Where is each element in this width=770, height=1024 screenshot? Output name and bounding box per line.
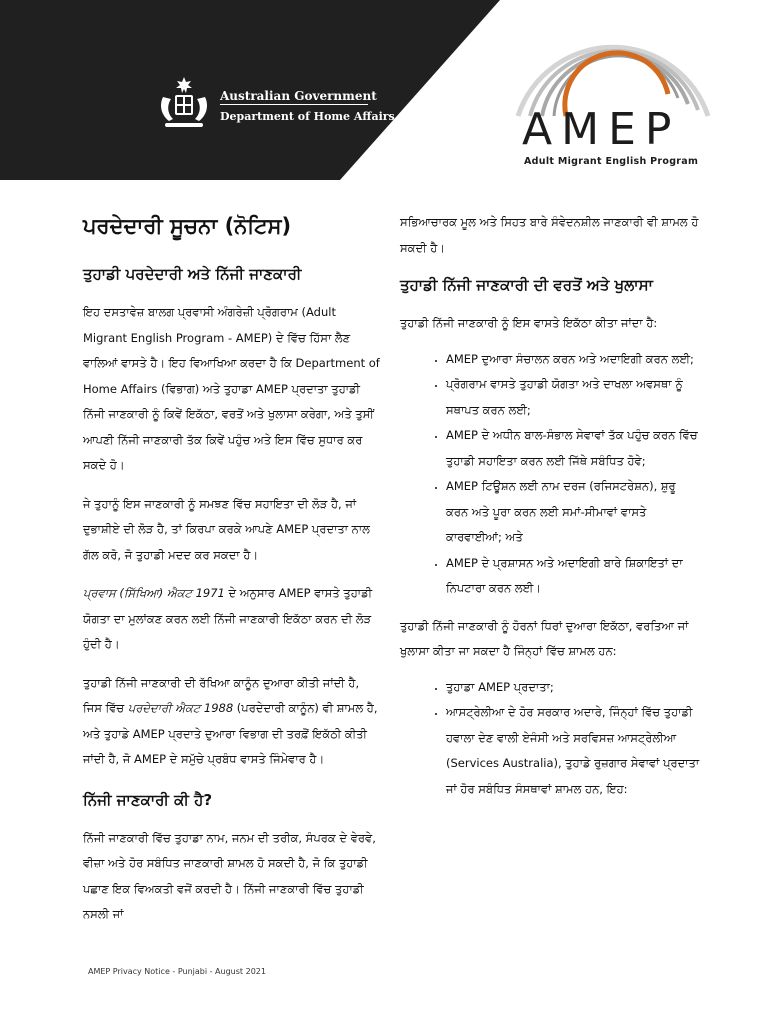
section-heading-use-disclosure: ਤੁਹਾਡੀ ਨਿੱਜੀ ਜਾਣਕਾਰੀ ਦੀ ਵਰਤੋਂ ਅਤੇ ਖੁਲਾਸਾ — [400, 276, 653, 294]
list-item: • AMEP ਦੇ ਅਧੀਨ ਬਾਲ-ਸੰਭਾਲ ਸੇਵਾਵਾਂ ਤੱਕ ਪਹੁੰਚ ਕਰਨ ਵਿੱਚ ਤੁਹਾਡੀ ਸਹਾਇਤਾ ਕਰਨ ਲਈ ਜਿੱਥੇ ਸਬੰਧਿਤ ਹੋਵੇ; — [446, 423, 700, 474]
amep-program-name: Adult Migrant English Program — [524, 156, 699, 167]
department-name: Department of Home Affairs — [220, 110, 395, 123]
law-paragraph-start: ਤੁਹਾਡੀ ਨਿੱਜੀ ਜਾਣਕਾਰੀ ਦੀ ਰੱਖਿਆ ਕਾਨੂੰਨ ਦੁਆਰਾ ਕੀਤੀ ਜਾਂਦੀ ਹੈ, ਜਿਸ ਵਿੱਚ — [83, 675, 360, 715]
right-column — [400, 210, 700, 814]
law-paragraph-end: (ਪਰਦੇਦਾਰੀ ਕਾਨੂੰਨ) ਵੀ ਸ਼ਾਮਲ ਹੈ, ਅਤੇ ਤੁਹਾਡੇ AMEP ਪ੍ਰਦਾਤੇ ਦੁਆਰਾ ਵਿਭਾਗ ਦੀ ਤਰਫ਼ੋਂ ਇਕੱਠੀ ਕੀਤੀ ਜਾਂਦੀ ਹੈ, ਜੋ AMEP ਦੇ ਸਮੁੱਚੇ ਪ੍ਰਬੰਧ ਵਾਸਤੇ ਜਿੰਮੇਵਾਰ ਹੈ। — [83, 701, 378, 766]
government-name: Australian Government — [220, 89, 377, 103]
help-paragraph: ਜੇ ਤੁਹਾਨੂੰ ਇਸ ਜਾਣਕਾਰੀ ਨੂੰ ਸਮਝਣ ਵਿੱਚ ਸਹਾਇਤਾ ਦੀ ਲੋੜ ਹੈ, ਜਾਂ ਦੁਭਾਸ਼ੀਏ ਦੀ ਲੋੜ ਹੈ, ਤਾਂ ਕਿਰਪਾ ਕਰਕੇ ਆਪਣੇ AMEP ਪ੍ਰਦਾਤਾ ਨਾਲ ਗੱਲ ਕਰੋ, ਜੋ ਤੁਹਾਡੀ ਮਦਦ ਕਰ ਸਕਦਾ ਹੈ। — [83, 496, 370, 562]
list-item: • AMEP ਦੇ ਪ੍ਰਸ਼ਾਸਨ ਅਤੇ ਅਦਾਇਗੀ ਬਾਰੇ ਸ਼ਿਕਾਇਤਾਂ ਦਾ ਨਿਪਟਾਰਾ ਕਰਨ ਲਈ। — [446, 551, 700, 602]
list-item: • ਆਸਟ੍ਰੇਲੀਆ ਦੇ ਹੋਰ ਸਰਕਾਰ ਅਦਾਰੇ, ਜਿੰਨ੍ਹਾਂ ਵਿੱਚ ਤੁਹਾਡੀ ਹਵਾਲਾ ਦੇਣ ਵਾਲੀ ਏਜੰਸੀ ਅਤੇ ਸਰਵਿਸਜ਼ ਆਸਟ੍ਰੇਲੀਆ (Services Australia), ਤੁਹਾਡੇ ਰੁਜ਼ਗਾਰ ਸੇਵਾਵਾਂ ਪ੍ਰਦਾਤਾ ਜਾਂ ਹੋਰ ਸਬੰਧਿਤ ਸੰਸਥਾਵਾਂ ਸ਼ਾਮਲ ਹਨ, ਇਹ: — [446, 700, 700, 802]
page-title: ਪਰਦੇਦਾਰੀ ਸੂਚਨਾ (ਨੋਟਿਸ) — [83, 214, 292, 238]
page-footer: AMEP Privacy Notice - Punjabi - August 2021 — [88, 967, 266, 976]
left-column — [83, 210, 381, 941]
section-heading-privacy: ਤੁਹਾਡੀ ਪਰਦੇਦਾਰੀ ਅਤੇ ਨਿੱਜੀ ਜਾਣਕਾਰੀ — [83, 265, 302, 283]
header-divider — [220, 104, 368, 105]
purpose-list — [400, 347, 700, 602]
privacy-act-title: ਪਰਦੇਦਾਰੀ ਐਕਟ 1988 — [127, 701, 234, 715]
collection-purpose-paragraph: ਤੁਹਾਡੀ ਨਿੱਜੀ ਜਾਣਕਾਰੀ ਨੂੰ ਇਸ ਵਾਸਤੇ ਇਕੱਠਾ ਕੀਤਾ ਜਾਂਦਾ ਹੈ: — [400, 316, 658, 330]
other-parties-list — [400, 675, 700, 803]
sensitive-info-paragraph: ਸਭਿਆਚਾਰਕ ਮੂਲ ਅਤੇ ਸਿਹਤ ਬਾਰੇ ਸੰਵੇਦਨਸ਼ੀਲ ਜਾਣਕਾਰੀ ਵੀ ਸ਼ਾਮਲ ਹੋ ਸਕਦੀ ਹੈ। — [400, 215, 699, 255]
act-paragraph-text: ਦੇ ਅਨੁਸਾਰ AMEP ਵਾਸਤੇ ਤੁਹਾਡੀ ਯੋਗਤਾ ਦਾ ਮੁਲਾਂਕਣ ਕਰਨ ਲਈ ਨਿੱਜੀ ਜਾਣਕਾਰੀ ਇਕੱਠਾ ਕਰਨ ਦੀ ਲੋੜ ਹੁੰਦੀ ਹੈ। — [83, 586, 373, 651]
personal-info-paragraph: ਨਿੱਜੀ ਜਾਣਕਾਰੀ ਵਿੱਚ ਤੁਹਾਡਾ ਨਾਮ, ਜਨਮ ਦੀ ਤਰੀਕ, ਸੰਪਰਕ ਦੇ ਵੇਰਵੇ, ਵੀਜ਼ਾ ਅਤੇ ਹੋਰ ਸਬੰਧਿਤ ਜਾਣਕਾਰੀ ਸ਼ਾਮਲ ਹੋ ਸਕਦੀ ਹੈ, ਜੋ ਕਿ ਤੁਹਾਡੀ ਪਛਾਣ ਇਕ ਵਿਅਕਤੀ ਵਜੋਂ ਕਰਦੀ ਹੈ। ਨਿੱਜੀ ਜਾਣਕਾਰੀ ਵਿੱਚ ਤੁਹਾਡੀ ਨਸਲੀ ਜਾਂ — [83, 830, 376, 921]
migration-act-title: ਪ੍ਰਵਾਸ (ਸਿੱਖਿਆ) ਐਕਟ 1971 — [83, 586, 225, 600]
list-item: • ਤੁਹਾਡਾ AMEP ਪ੍ਰਦਾਤਾ; — [446, 675, 700, 701]
law-paragraph — [83, 671, 381, 773]
amep-logo-text: AMEP — [522, 104, 681, 155]
section-heading-personal-info: ਨਿੱਜੀ ਜਾਣਕਾਰੀ ਕੀ ਹੈ? — [83, 790, 213, 809]
other-parties-paragraph: ਤੁਹਾਡੀ ਨਿੱਜੀ ਜਾਣਕਾਰੀ ਨੂੰ ਹੋਰਨਾਂ ਧਿਰਾਂ ਦੁਆਰਾ ਇਕੱਠਾ, ਵਰਤਿਆ ਜਾਂ ਖੁਲਾਸਾ ਕੀਤਾ ਜਾ ਸਕਦਾ ਹੈ ਜਿੰਨ੍ਹਾਂ ਵਿੱਚ ਸ਼ਾਮਲ ਹਨ: — [400, 618, 689, 658]
act-paragraph — [83, 581, 381, 658]
coat-of-arms-icon — [155, 75, 213, 131]
list-item: • AMEP ਦੁਆਰਾ ਸੰਚਾਲਨ ਕਰਨ ਅਤੇ ਅਦਾਇਗੀ ਕਰਨ ਲਈ; — [446, 347, 700, 373]
intro-paragraph: ਇਹ ਦਸਤਾਵੇਜ਼ ਬਾਲਗ ਪ੍ਰਵਾਸੀ ਅੰਗਰੇਜ਼ੀ ਪ੍ਰੋਗਰਾਮ (Adult Migrant English Program - AMEP) ਦੇ ਵਿੱਚ ਹਿੱਸਾ ਲੈਣ ਵਾਲਿਆਂ ਵਾਸਤੇ ਹੈ। ਇਹ ਵਿਆਖਿਆ ਕਰਦਾ ਹੈ ਕਿ Department of Home Affairs (ਵਿਭਾਗ) ਅਤੇ ਤੁਹਾਡਾ AMEP ਪ੍ਰਦਾਤਾ ਤੁਹਾਡੀ ਨਿੱਜੀ ਜਾਣਕਾਰੀ ਨੂੰ ਕਿਵੇਂ ਇਕੱਠਾ, ਵਰਤੋਂ ਅਤੇ ਖੁਲਾਸਾ ਕਰੇਗਾ, ਅਤੇ ਤੁਸੀਂ ਆਪਣੀ ਨਿੱਜੀ ਜਾਣਕਾਰੀ ਤੱਕ ਕਿਵੇਂ ਪਹੁੰਚ ਅਤੇ ਇਸ ਵਿੱਚ ਸੁਧਾਰ ਕਰ ਸਕਦੇ ਹੋ। — [83, 305, 380, 472]
list-item: • AMEP ਟਿਊਸ਼ਨ ਲਈ ਨਾਮ ਦਰਜ (ਰਜਿਸਟਰੇਸ਼ਨ), ਸ਼ੁਰੂ ਕਰਨ ਅਤੇ ਪੂਰਾ ਕਰਨ ਲਈ ਸਮਾਂ-ਸੀਮਾਵਾਂ ਵਾਸਤੇ ਕਾਰਵਾਈਆਂ; ਅਤੇ — [446, 474, 700, 551]
list-item: • ਪ੍ਰੋਗਰਾਮ ਵਾਸਤੇ ਤੁਹਾਡੀ ਯੋਗਤਾ ਅਤੇ ਦਾਖਲਾ ਅਵਸਥਾ ਨੂੰ ਸਥਾਪਤ ਕਰਨ ਲਈ; — [446, 372, 700, 423]
